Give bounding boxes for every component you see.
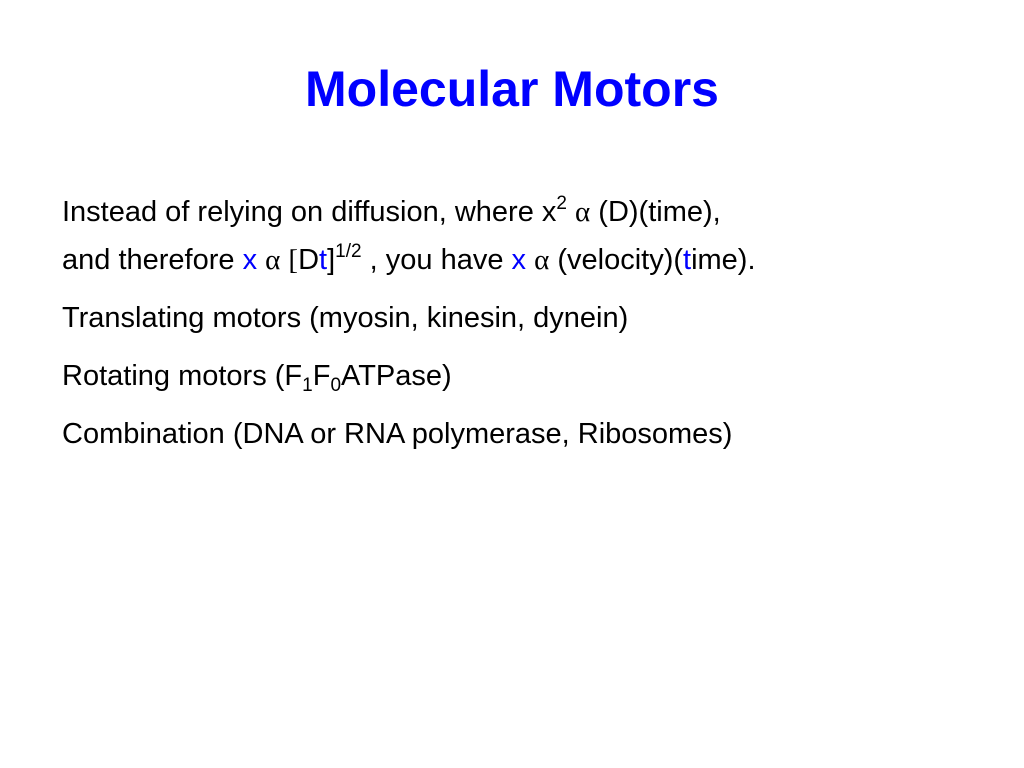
variable-x: x: [511, 244, 527, 276]
superscript-2: 2: [556, 193, 567, 214]
text-segment: and therefore: [62, 244, 243, 276]
variable-t: t: [319, 244, 328, 276]
variable-x: x: [242, 244, 258, 276]
paragraph-combination: Combination (DNA or RNA polymerase, Ribosomes): [62, 418, 733, 450]
superscript-half: 1/2: [335, 241, 362, 262]
paragraph-rotating-motors: [62, 352, 982, 400]
text-segment: Instead of relying on diffusion, where x: [62, 196, 557, 228]
alpha-symbol: α: [534, 244, 550, 276]
bracket-open: [: [288, 244, 299, 276]
paragraph-translating-motors: Translating motors (myosin, kinesin, dynein): [62, 302, 629, 334]
paragraph-diffusion: [62, 188, 982, 284]
text-segment: (D)(time),: [598, 196, 721, 228]
subscript-1: 1: [302, 375, 313, 396]
text-segment: ime).: [691, 244, 756, 276]
paragraph-diffusion-line-1: [62, 188, 982, 236]
bracket-close: ]: [327, 244, 336, 276]
alpha-symbol: α: [575, 196, 591, 228]
text-segment: , you have: [361, 244, 512, 276]
variable-d: D: [298, 244, 320, 276]
subscript-0: 0: [330, 375, 342, 396]
slide-title: Molecular Motors: [305, 61, 719, 117]
text-segment: F: [312, 360, 331, 392]
text-segment: (velocity)(: [557, 244, 684, 276]
alpha-symbol: α: [265, 244, 281, 276]
slide-body: [62, 188, 982, 468]
variable-t: t: [683, 244, 692, 276]
paragraph-diffusion-line-2: [62, 236, 982, 284]
text-segment: Rotating motors (F: [62, 360, 303, 392]
text-segment: ATPase): [341, 360, 452, 392]
